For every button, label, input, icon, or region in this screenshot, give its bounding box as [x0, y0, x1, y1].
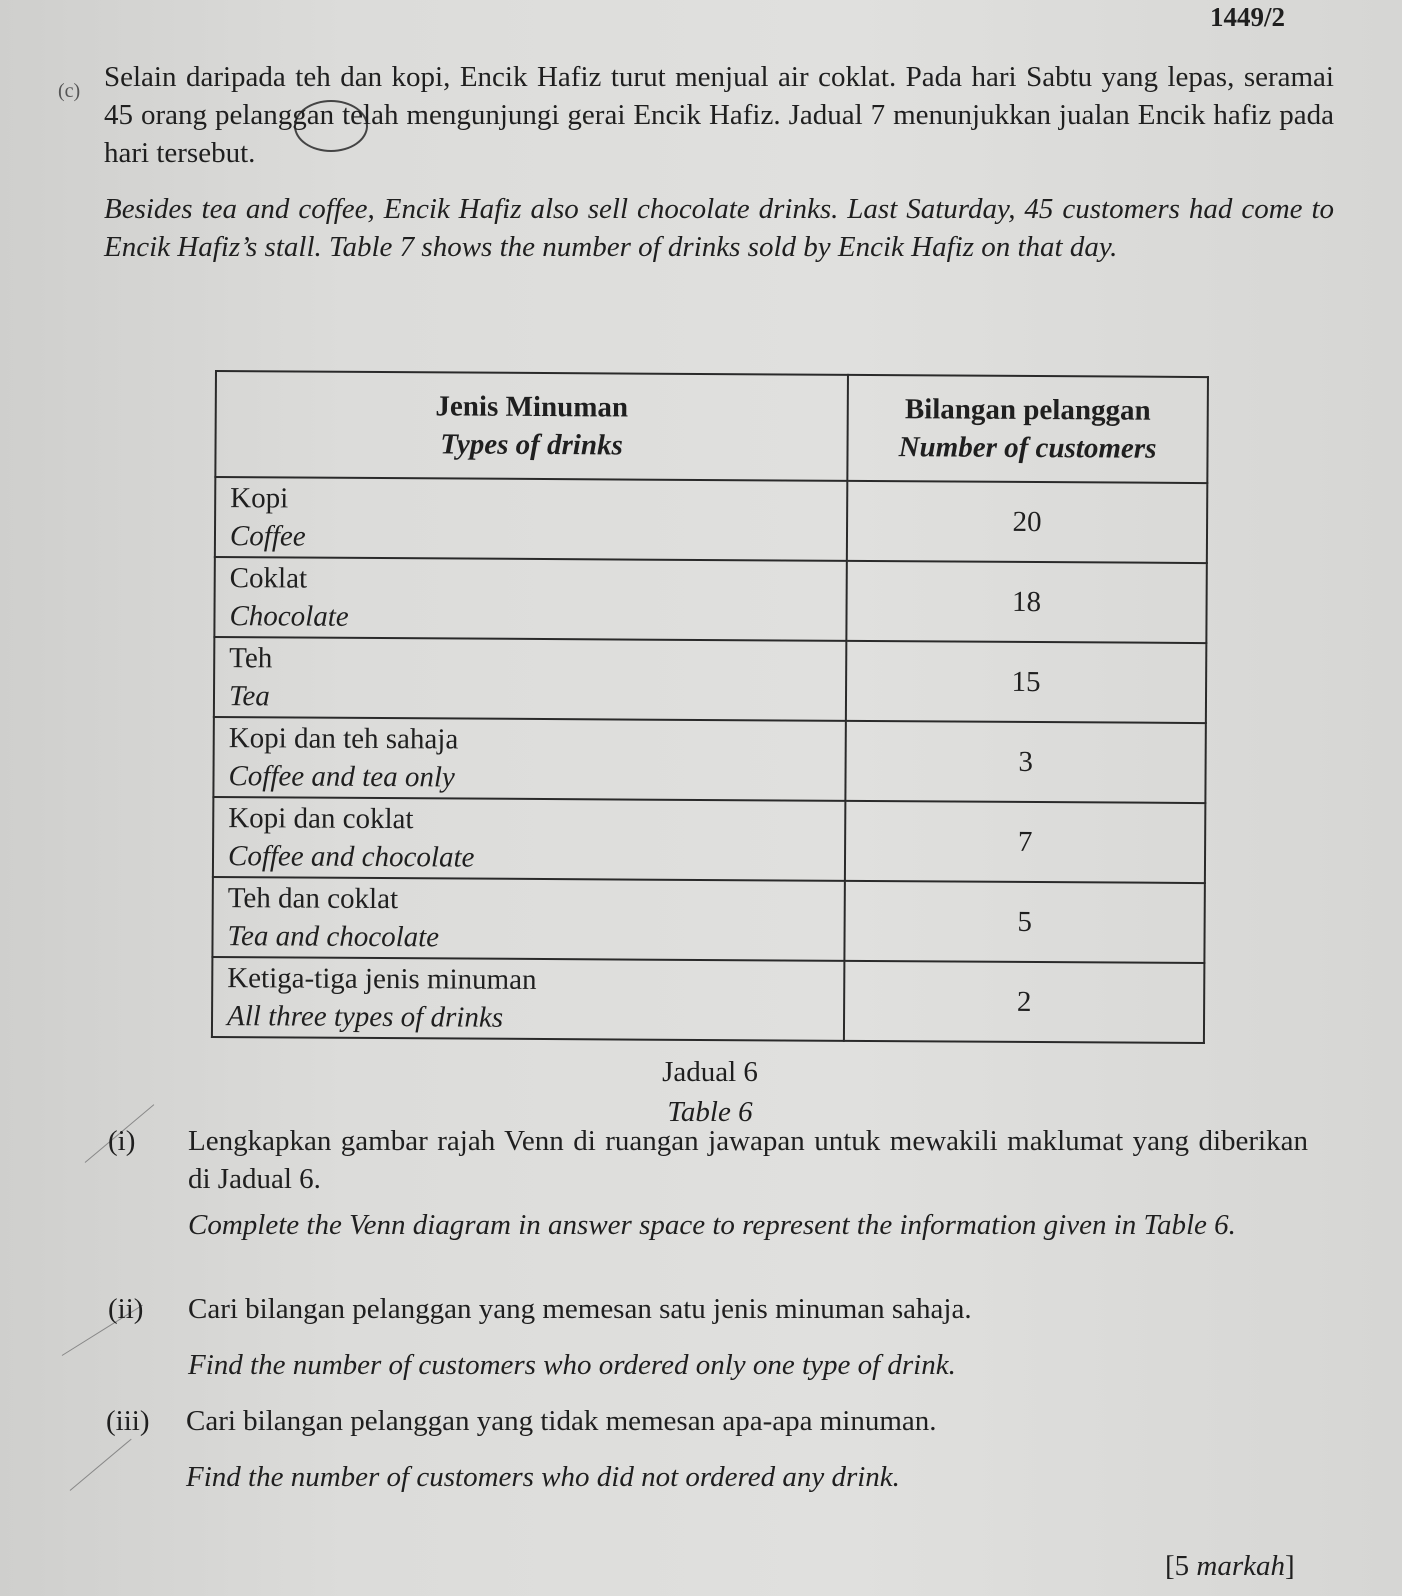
drink-type-malay: Kopi	[230, 482, 289, 515]
drink-type-cell	[212, 957, 844, 1041]
table-row	[213, 717, 1205, 803]
table-row	[212, 877, 1204, 963]
drink-type-english: Chocolate	[229, 600, 349, 633]
marks-word: markah	[1196, 1550, 1286, 1582]
table-header-row	[215, 371, 1208, 483]
drink-type-cell	[212, 877, 844, 961]
customer-count: 18	[846, 561, 1206, 643]
drink-type-english: Tea	[228, 680, 270, 713]
header-col2-english: Number of customers	[898, 431, 1157, 465]
drink-type-english: Coffee and chocolate	[227, 840, 475, 874]
customer-count: 3	[845, 721, 1205, 803]
drink-type-cell	[214, 637, 846, 721]
pencil-mark	[70, 1439, 132, 1491]
question-label-mark: (c)	[58, 80, 81, 102]
paper-code: 1449/2	[1210, 2, 1286, 32]
header-col1-malay: Jenis Minuman	[435, 390, 629, 424]
table-caption-malay: Jadual 6	[662, 1056, 758, 1088]
table-row	[214, 637, 1206, 723]
drink-type-cell	[215, 477, 847, 561]
marks-label	[1165, 1550, 1295, 1583]
table-row	[213, 797, 1205, 883]
question-malay: Cari bilangan pelanggan yang memesan satu jenis minuman sahaja.	[188, 1293, 972, 1325]
drink-type-malay: Ketiga-tiga jenis minuman	[227, 962, 537, 996]
header-col1-english: Types of drinks	[440, 428, 623, 462]
drink-type-english: Coffee	[229, 520, 306, 553]
drink-type-malay: Teh	[229, 642, 273, 675]
question-malay: Cari bilangan pelanggan yang tidak memesan apa-apa minuman.	[186, 1405, 937, 1437]
question-english: Find the number of customers who ordered only one type of drink.	[188, 1349, 956, 1381]
customer-count: 15	[846, 641, 1206, 723]
drink-type-malay: Teh dan coklat	[227, 882, 399, 916]
question-number: (i)	[108, 1125, 136, 1157]
table-row	[215, 477, 1207, 563]
intro-malay: Selain daripada teh dan kopi, Encik Hafiz turut menjual air coklat. Pada hari Sabtu yang lepas, seramai 45 orang pelanggan telah mengunjungi gerai Encik Hafiz. Jadual 7 menunjukkan jualan Encik hafiz pada hari tersebut.	[104, 61, 1334, 169]
question-english: Find the number of customers who did not ordered any drink.	[186, 1461, 900, 1493]
intro-english: Besides tea and coffee, Encik Hafiz also sell chocolate drinks. Last Saturday, 45 customers had come to Encik Hafiz’s stall. Table 7 shows the number of drinks sold by Encik Hafiz on that day.	[104, 193, 1334, 263]
drink-type-english: All three types of drinks	[226, 1000, 504, 1034]
header-number-of-customers	[847, 375, 1208, 483]
header-types-of-drinks	[215, 371, 848, 481]
drink-type-cell	[213, 797, 845, 881]
drink-type-malay: Kopi dan coklat	[228, 802, 414, 836]
marks-open: [5	[1165, 1550, 1197, 1582]
table-row	[214, 557, 1206, 643]
table-caption-english: Table 6	[667, 1096, 753, 1128]
drink-type-malay: Coklat	[229, 562, 308, 595]
question-number: (iii)	[106, 1405, 150, 1437]
customer-count: 5	[844, 881, 1204, 963]
marks-close: ]	[1285, 1550, 1295, 1582]
drink-type-cell	[214, 557, 846, 641]
customer-count: 2	[844, 961, 1204, 1043]
customer-count: 7	[845, 801, 1205, 883]
customer-count: 20	[847, 481, 1207, 563]
question-number: (ii)	[108, 1293, 144, 1325]
header-col2-malay: Bilangan pelanggan	[904, 393, 1151, 427]
drinks-table	[211, 370, 1209, 1044]
question-malay: Lengkapkan gambar rajah Venn di ruangan jawapan untuk mewakili maklumat yang diberikan di Jadual 6.	[188, 1125, 1308, 1195]
drink-type-english: Coffee and tea only	[228, 760, 455, 794]
drink-type-malay: Kopi dan teh sahaja	[228, 722, 459, 756]
drink-type-english: Tea and chocolate	[227, 920, 440, 954]
table-row	[212, 957, 1204, 1043]
drink-type-cell	[213, 717, 845, 801]
question-english: Complete the Venn diagram in answer space to represent the information given in Table 6.	[188, 1209, 1236, 1241]
